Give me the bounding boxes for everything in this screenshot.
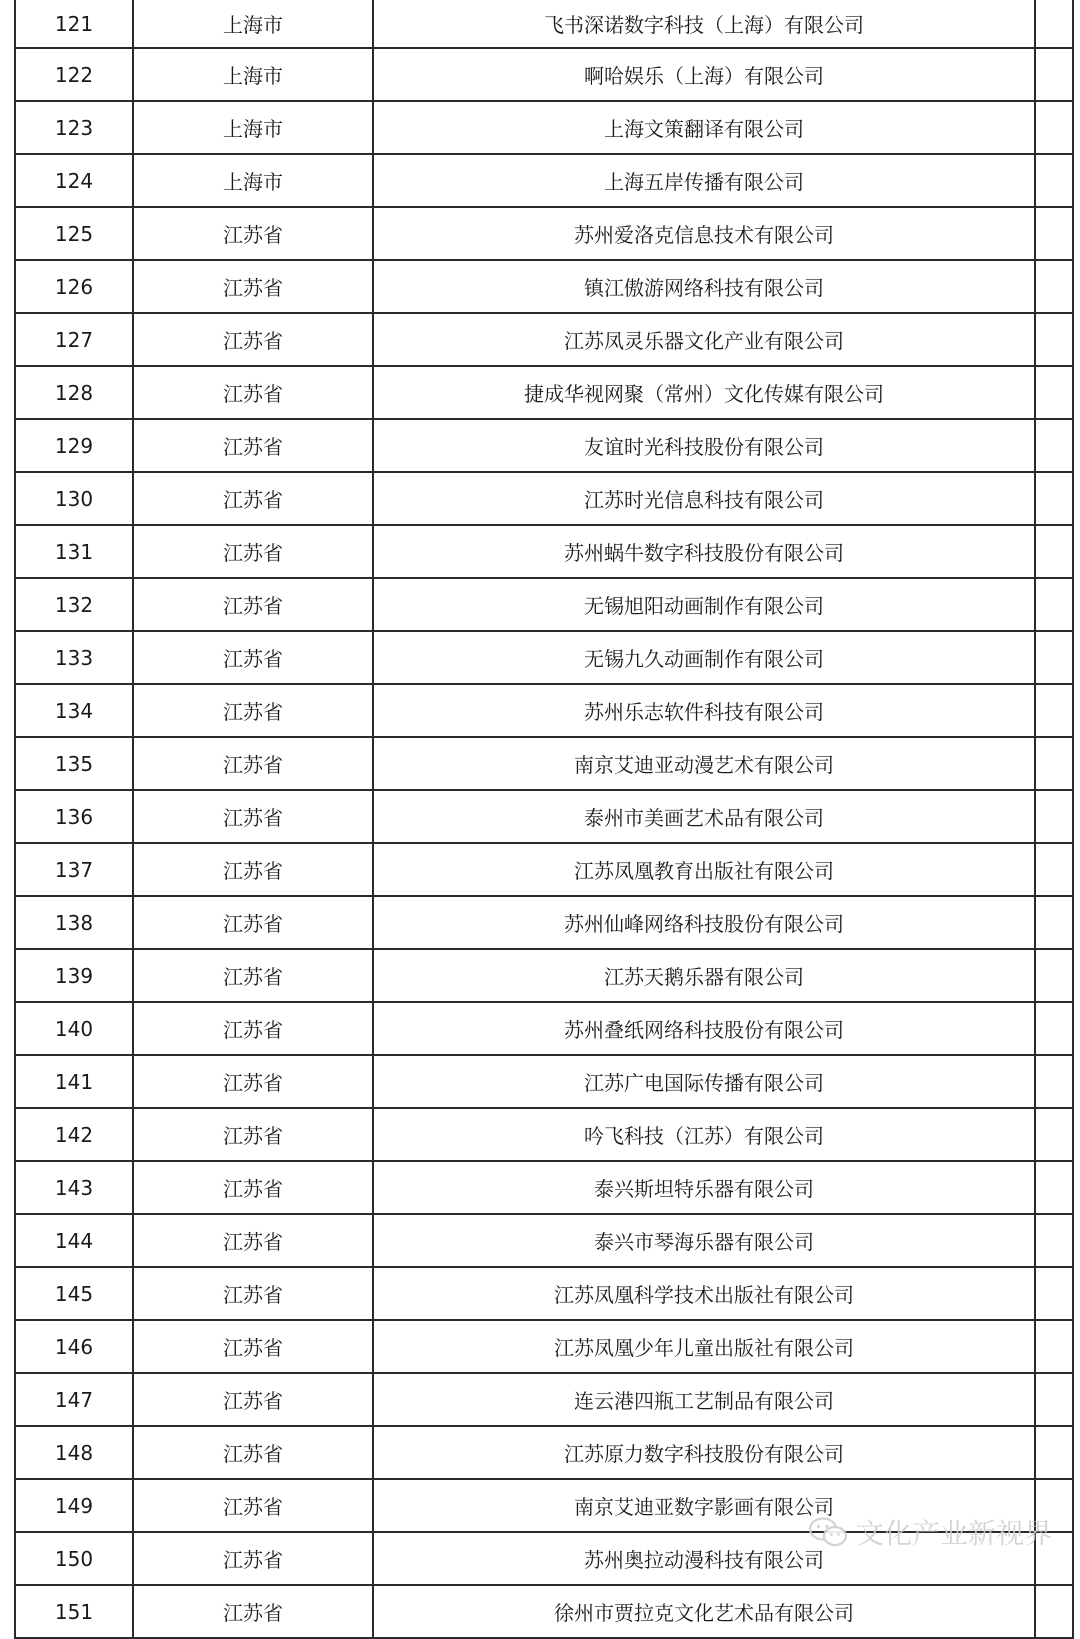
region-cell: 江苏省 xyxy=(133,578,373,631)
row-number-cell: 130 xyxy=(15,472,133,525)
table-row xyxy=(15,949,1073,1002)
row-number-cell: 146 xyxy=(15,1320,133,1373)
company-name-cell: 无锡旭阳动画制作有限公司 xyxy=(373,578,1035,631)
company-name-cell: 江苏凤灵乐器文化产业有限公司 xyxy=(373,313,1035,366)
row-number-cell: 127 xyxy=(15,313,133,366)
table-row xyxy=(15,1373,1073,1426)
region-cell: 江苏省 xyxy=(133,896,373,949)
table-row xyxy=(15,525,1073,578)
row-number-cell: 133 xyxy=(15,631,133,684)
row-number-cell: 132 xyxy=(15,578,133,631)
company-name-cell: 苏州奥拉动漫科技有限公司 xyxy=(373,1532,1035,1585)
row-number-cell: 134 xyxy=(15,684,133,737)
row-number-cell: 129 xyxy=(15,419,133,472)
row-number-cell: 147 xyxy=(15,1373,133,1426)
empty-cell xyxy=(1035,631,1073,684)
region-cell: 江苏省 xyxy=(133,313,373,366)
company-name-cell: 江苏广电国际传播有限公司 xyxy=(373,1055,1035,1108)
table-row xyxy=(15,737,1073,790)
empty-cell xyxy=(1035,1320,1073,1373)
region-cell: 江苏省 xyxy=(133,790,373,843)
empty-cell xyxy=(1035,684,1073,737)
watermark xyxy=(808,1512,1052,1552)
company-name-cell: 友谊时光科技股份有限公司 xyxy=(373,419,1035,472)
table-row xyxy=(15,631,1073,684)
row-number-cell: 128 xyxy=(15,366,133,419)
empty-cell xyxy=(1035,0,1073,48)
region-cell: 上海市 xyxy=(133,48,373,101)
empty-cell xyxy=(1035,472,1073,525)
empty-cell xyxy=(1035,1002,1073,1055)
row-number-cell: 136 xyxy=(15,790,133,843)
row-number-cell: 142 xyxy=(15,1108,133,1161)
table-row xyxy=(15,684,1073,737)
company-name-cell: 江苏时光信息科技有限公司 xyxy=(373,472,1035,525)
empty-cell xyxy=(1035,790,1073,843)
row-number-cell: 122 xyxy=(15,48,133,101)
company-name-cell: 吟飞科技（江苏）有限公司 xyxy=(373,1108,1035,1161)
empty-cell xyxy=(1035,313,1073,366)
row-number-cell: 143 xyxy=(15,1161,133,1214)
table-row xyxy=(15,154,1073,207)
row-number-cell: 135 xyxy=(15,737,133,790)
table-row xyxy=(15,896,1073,949)
empty-cell xyxy=(1035,1055,1073,1108)
region-cell: 江苏省 xyxy=(133,1055,373,1108)
company-name-cell: 江苏原力数字科技股份有限公司 xyxy=(373,1426,1035,1479)
company-name-cell: 苏州蜗牛数字科技股份有限公司 xyxy=(373,525,1035,578)
row-number-cell: 139 xyxy=(15,949,133,1002)
company-name-cell: 捷成华视网聚（常州）文化传媒有限公司 xyxy=(373,366,1035,419)
region-cell: 江苏省 xyxy=(133,1373,373,1426)
company-name-cell: 苏州仙峰网络科技股份有限公司 xyxy=(373,896,1035,949)
region-cell: 江苏省 xyxy=(133,1320,373,1373)
table-row xyxy=(15,1108,1073,1161)
table-row xyxy=(15,207,1073,260)
table-row xyxy=(15,366,1073,419)
company-name-cell: 徐州市贾拉克文化艺术品有限公司 xyxy=(373,1585,1035,1638)
empty-cell xyxy=(1035,154,1073,207)
company-name-cell: 南京艾迪亚数字影画有限公司 xyxy=(373,1479,1035,1532)
company-name-cell: 江苏凤凰少年儿童出版社有限公司 xyxy=(373,1320,1035,1373)
company-name-cell: 苏州叠纸网络科技股份有限公司 xyxy=(373,1002,1035,1055)
region-cell: 江苏省 xyxy=(133,1532,373,1585)
region-cell: 江苏省 xyxy=(133,472,373,525)
watermark-text: 文化产业新视界 xyxy=(855,1517,1052,1550)
row-number-cell: 145 xyxy=(15,1267,133,1320)
row-number-cell: 148 xyxy=(15,1426,133,1479)
row-number-cell: 149 xyxy=(15,1479,133,1532)
region-cell: 江苏省 xyxy=(133,1108,373,1161)
row-number-cell: 123 xyxy=(15,101,133,154)
company-name-cell: 泰州市美画艺术品有限公司 xyxy=(373,790,1035,843)
empty-cell xyxy=(1035,48,1073,101)
empty-cell xyxy=(1035,1161,1073,1214)
region-cell: 江苏省 xyxy=(133,1267,373,1320)
table-row xyxy=(15,843,1073,896)
table-row xyxy=(15,0,1073,48)
table-body xyxy=(15,0,1073,1638)
table-row xyxy=(15,313,1073,366)
region-cell: 江苏省 xyxy=(133,207,373,260)
company-name-cell: 镇江傲游网络科技有限公司 xyxy=(373,260,1035,313)
region-cell: 江苏省 xyxy=(133,525,373,578)
empty-cell xyxy=(1035,737,1073,790)
region-cell: 江苏省 xyxy=(133,1585,373,1638)
row-number-cell: 131 xyxy=(15,525,133,578)
company-name-cell: 江苏凤凰教育出版社有限公司 xyxy=(373,843,1035,896)
company-name-cell: 江苏天鹅乐器有限公司 xyxy=(373,949,1035,1002)
table-row xyxy=(15,1214,1073,1267)
empty-cell xyxy=(1035,1585,1073,1638)
table-row xyxy=(15,1585,1073,1638)
empty-cell xyxy=(1035,949,1073,1002)
table-row xyxy=(15,790,1073,843)
table-row xyxy=(15,472,1073,525)
empty-cell xyxy=(1035,1373,1073,1426)
region-cell: 上海市 xyxy=(133,0,373,48)
company-name-cell: 苏州爱洛克信息技术有限公司 xyxy=(373,207,1035,260)
region-cell: 江苏省 xyxy=(133,1214,373,1267)
region-cell: 江苏省 xyxy=(133,1426,373,1479)
empty-cell xyxy=(1035,578,1073,631)
region-cell: 江苏省 xyxy=(133,1002,373,1055)
empty-cell xyxy=(1035,1426,1073,1479)
row-number-cell: 150 xyxy=(15,1532,133,1585)
table-row xyxy=(15,1426,1073,1479)
row-number-cell: 124 xyxy=(15,154,133,207)
table-row xyxy=(15,1055,1073,1108)
empty-cell xyxy=(1035,419,1073,472)
empty-cell xyxy=(1035,843,1073,896)
empty-cell xyxy=(1035,207,1073,260)
empty-cell xyxy=(1035,1267,1073,1320)
row-number-cell: 144 xyxy=(15,1214,133,1267)
region-cell: 江苏省 xyxy=(133,1479,373,1532)
row-number-cell: 126 xyxy=(15,260,133,313)
empty-cell xyxy=(1035,525,1073,578)
empty-cell xyxy=(1035,896,1073,949)
company-name-cell: 连云港四瓶工艺制品有限公司 xyxy=(373,1373,1035,1426)
row-number-cell: 141 xyxy=(15,1055,133,1108)
table-row xyxy=(15,260,1073,313)
company-name-cell: 江苏凤凰科学技术出版社有限公司 xyxy=(373,1267,1035,1320)
company-name-cell: 泰兴斯坦特乐器有限公司 xyxy=(373,1161,1035,1214)
row-number-cell: 121 xyxy=(15,0,133,48)
region-cell: 江苏省 xyxy=(133,1161,373,1214)
region-cell: 江苏省 xyxy=(133,419,373,472)
empty-cell xyxy=(1035,1108,1073,1161)
table-row xyxy=(15,1161,1073,1214)
table-row xyxy=(15,101,1073,154)
region-cell: 上海市 xyxy=(133,154,373,207)
company-name-cell: 上海五岸传播有限公司 xyxy=(373,154,1035,207)
company-name-cell: 飞书深诺数字科技（上海）有限公司 xyxy=(373,0,1035,48)
row-number-cell: 137 xyxy=(15,843,133,896)
region-cell: 江苏省 xyxy=(133,260,373,313)
company-name-cell: 无锡九久动画制作有限公司 xyxy=(373,631,1035,684)
region-cell: 江苏省 xyxy=(133,631,373,684)
row-number-cell: 151 xyxy=(15,1585,133,1638)
company-name-cell: 苏州乐志软件科技有限公司 xyxy=(373,684,1035,737)
row-number-cell: 140 xyxy=(15,1002,133,1055)
wechat-icon xyxy=(808,1516,848,1548)
table-row xyxy=(15,578,1073,631)
empty-cell xyxy=(1035,101,1073,154)
table-row xyxy=(15,1002,1073,1055)
region-cell: 江苏省 xyxy=(133,843,373,896)
table-row xyxy=(15,1320,1073,1373)
region-cell: 江苏省 xyxy=(133,366,373,419)
table-row xyxy=(15,1267,1073,1320)
company-list-table xyxy=(14,0,1074,1639)
table-row xyxy=(15,48,1073,101)
region-cell: 江苏省 xyxy=(133,737,373,790)
empty-cell xyxy=(1035,1214,1073,1267)
region-cell: 江苏省 xyxy=(133,684,373,737)
region-cell: 上海市 xyxy=(133,101,373,154)
table-row xyxy=(15,419,1073,472)
row-number-cell: 138 xyxy=(15,896,133,949)
region-cell: 江苏省 xyxy=(133,949,373,1002)
company-name-cell: 上海文策翻译有限公司 xyxy=(373,101,1035,154)
company-name-cell: 南京艾迪亚动漫艺术有限公司 xyxy=(373,737,1035,790)
company-name-cell: 啊哈娱乐（上海）有限公司 xyxy=(373,48,1035,101)
row-number-cell: 125 xyxy=(15,207,133,260)
empty-cell xyxy=(1035,366,1073,419)
company-name-cell: 泰兴市琴海乐器有限公司 xyxy=(373,1214,1035,1267)
empty-cell xyxy=(1035,260,1073,313)
